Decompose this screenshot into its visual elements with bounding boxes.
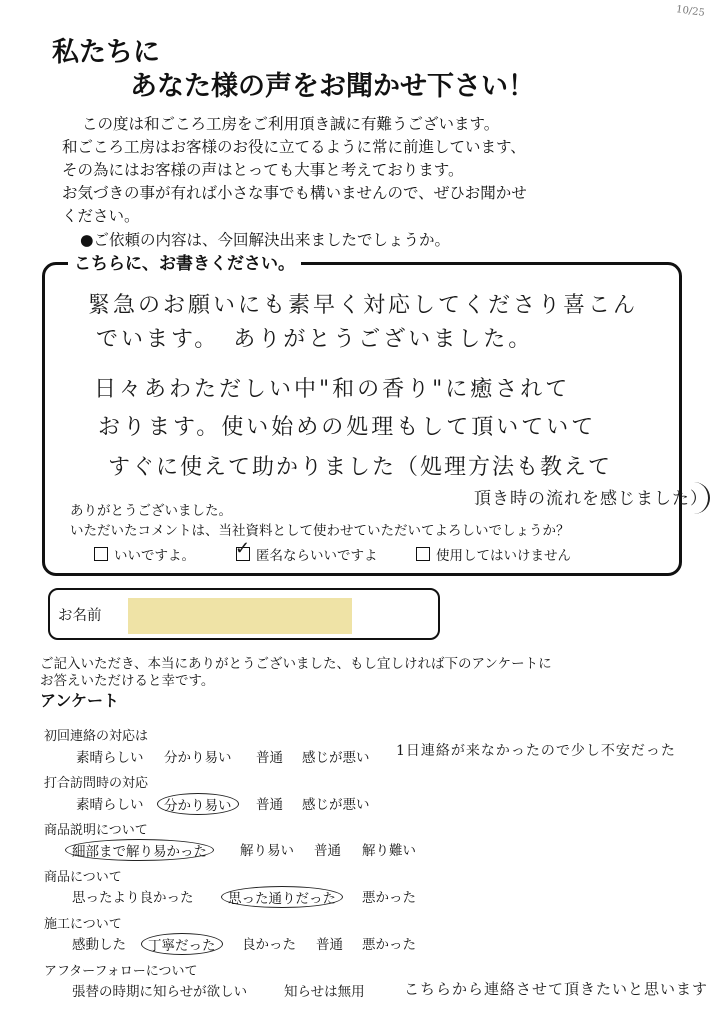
survey-option[interactable]: 悪かった (362, 890, 416, 906)
date-note: 10/25 (675, 4, 706, 19)
intro-line: この度は和ごころ工房をご利用頂き誠に有難うございます。 (82, 115, 500, 133)
survey-option[interactable]: 解り易い (240, 843, 294, 859)
option-label: いいですよ。 (114, 548, 195, 564)
survey-option-selected[interactable]: 分かり易い (157, 793, 239, 815)
survey-option[interactable]: 感動した (72, 937, 126, 953)
survey-option[interactable]: 素晴らしい (76, 750, 144, 766)
intro-line: 和ごころ工房はお客様のお役に立てるように常に前進しています、 (62, 138, 526, 156)
handwritten-comment-line: 緊急のお願いにも素早く対応してくださり喜こん (88, 293, 639, 318)
survey-option[interactable]: 普通 (316, 937, 343, 953)
name-label: お名前 (58, 608, 102, 624)
page-title-line1: 私たちに (52, 37, 160, 68)
survey-option[interactable]: 素晴らしい (76, 797, 144, 813)
survey-option[interactable]: 知らせは無用 (284, 984, 365, 1000)
permission-option-ok[interactable] (94, 544, 195, 564)
resolution-question: ●ご依頼の内容は、今回解決出来ましたでしょうか。 (80, 231, 451, 249)
comment-box-title: こちらに、お書きください。 (68, 249, 301, 274)
survey-option[interactable]: 普通 (314, 843, 341, 859)
survey-question: 商品について (44, 870, 122, 885)
name-redaction (128, 598, 352, 634)
survey-question: 施工について (44, 917, 122, 932)
handwritten-comment-line: でいます。 ありがとうございました。 (96, 327, 534, 352)
survey-option[interactable]: 解り難い (362, 843, 416, 859)
checkbox-checked[interactable] (235, 538, 251, 561)
option-label: 使用してはいけません (436, 548, 571, 564)
page-title-line2: あなた様の声をお聞かせ下さい！ (130, 71, 535, 102)
survey-option[interactable]: 思ったより良かった (72, 890, 194, 906)
survey-question: 初回連絡の対応は (44, 729, 149, 744)
handwritten-parenthesis (470, 482, 710, 514)
option-label: 匿名ならいいですよ (256, 548, 378, 564)
handwritten-comment-line: すぐに使えて助かりました（処理方法も教えて (108, 455, 613, 480)
permission-option-deny[interactable] (416, 544, 571, 564)
checkbox[interactable] (416, 547, 430, 561)
handwritten-note: こちらから連絡させて頂きたいと思います (404, 980, 709, 998)
survey-option-selected[interactable]: 細部まで解り易かった (65, 839, 214, 861)
survey-option[interactable]: 普通 (256, 797, 283, 813)
survey-option[interactable]: 普通 (256, 750, 283, 766)
handwritten-comment-line: 日々あわただしい中"和の香り"に癒されて (94, 377, 571, 402)
handwritten-note: 1日連絡が来なかったので少し不安だった (396, 743, 676, 759)
survey-option[interactable]: 張替の時期に知らせが欲しい (72, 984, 248, 1000)
survey-option[interactable]: 感じが悪い (302, 797, 370, 813)
survey-option[interactable]: 分かり易い (164, 750, 232, 766)
permission-option-anonymous[interactable] (235, 538, 378, 564)
survey-title: アンケート (40, 691, 120, 710)
survey-option[interactable]: 悪かった (362, 937, 416, 953)
survey-option[interactable]: 感じが悪い (302, 750, 370, 766)
intro-line: お気づきの事が有れば小さな事でも構いませんので、ぜひお聞かせ (62, 184, 527, 202)
intro-line: ください。 (62, 207, 140, 225)
checkbox[interactable] (94, 547, 108, 561)
check-icon: ✓ (235, 538, 251, 559)
survey-option-selected[interactable]: 丁寧だった (141, 933, 223, 955)
handwritten-comment-line: 頂き時の流れを感じました） (474, 489, 708, 509)
survey-question: 打合訪問時の対応 (44, 776, 149, 791)
survey-question: アフターフォローについて (44, 964, 198, 979)
survey-option[interactable]: 良かった (242, 937, 296, 953)
closing-line: ご記入いただき、本当にありがとうございました、もし宜しければ下のアンケートに (40, 656, 552, 672)
handwritten-comment-line: おります。使い始めの処理もして頂いていて (98, 415, 597, 440)
intro-line: その為にはお客様の声はとっても大事と考えております。 (62, 161, 464, 179)
survey-question: 商品説明について (44, 823, 148, 838)
survey-option-selected[interactable]: 思った通りだった (221, 886, 343, 908)
permission-question: いただいたコメントは、当社資料として使わせていただいてよろしいでしょうか？ (70, 523, 570, 539)
closing-line: お答えいただけると幸です。 (40, 673, 215, 689)
comment-thanks: ありがとうございました。 (70, 503, 232, 519)
